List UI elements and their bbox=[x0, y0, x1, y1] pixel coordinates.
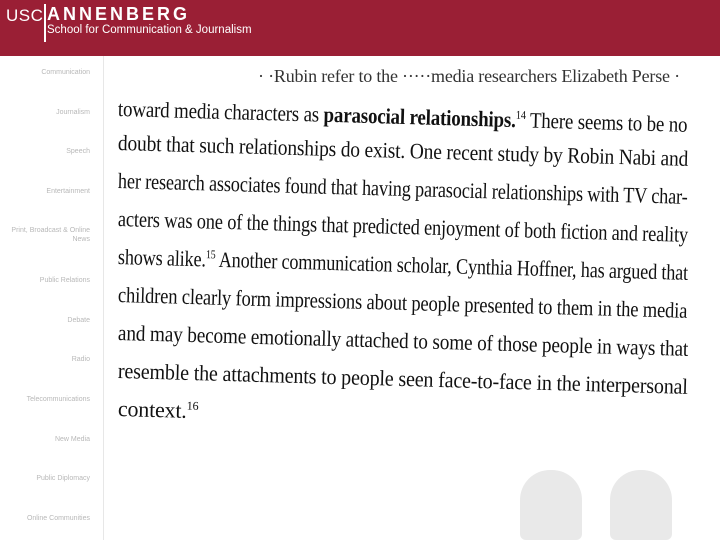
sidebar-item-online-communities[interactable]: Online Communities bbox=[26, 515, 90, 522]
text-line: context.$^{16}$ bbox=[117, 396, 199, 423]
usc-wordmark: USC bbox=[6, 6, 44, 25]
sidebar-item-public-diplomacy[interactable]: Public Diplomacy bbox=[36, 475, 90, 482]
text-line: resemble the attachments to people seen face-to-face in the interpersonal bbox=[117, 358, 689, 399]
usc-annenberg-logo bbox=[6, 6, 43, 26]
sidebar-item-telecommunications[interactable]: Telecommunications bbox=[26, 396, 90, 403]
text-line: acters was one of the things that predicted enjoyment of both fiction and reality bbox=[117, 206, 689, 247]
scanned-text-excerpt bbox=[118, 66, 718, 466]
text-line: doubt that such relationships do exist. One recent study by Robin Nabi and bbox=[117, 130, 689, 171]
sidebar-item-journalism[interactable]: Journalism bbox=[56, 109, 90, 116]
header-banner bbox=[0, 0, 720, 56]
text-line: shows alike.$^{15}$ Another communication scholar, Cynthia Hoffner, has argued that bbox=[117, 244, 689, 285]
annenberg-wordmark: ANNENBERG bbox=[47, 4, 191, 24]
sidebar-item-news[interactable]: Print, Broadcast & Online News bbox=[11, 227, 90, 243]
sidebar-item-communication[interactable]: Communication bbox=[41, 69, 90, 76]
sidebar-item-entertainment[interactable]: Entertainment bbox=[46, 188, 90, 195]
sidebar-divider bbox=[103, 56, 104, 540]
emphasis-term: parasocial relationships. bbox=[323, 101, 517, 133]
sidebar-item-radio[interactable]: Radio bbox=[71, 356, 90, 363]
text-line: toward media characters as parasocial relationships.$^{14}$ There seems to be no bbox=[117, 96, 688, 137]
text-line: children clearly form impressions about people presented to them in the media bbox=[117, 282, 688, 323]
sidebar-item-public-relations[interactable]: Public Relations bbox=[39, 277, 90, 284]
sidebar-item-debate[interactable]: Debate bbox=[67, 317, 90, 324]
school-name: School for Communication & Journalism bbox=[47, 24, 252, 36]
sidebar-item-new-media[interactable]: New Media bbox=[54, 436, 90, 443]
sidebar-item-speech[interactable]: Speech bbox=[66, 148, 90, 155]
text-line-top-fragment: · ·Rubin refer to the ·····media researchers Elizabeth Perse · bbox=[258, 66, 680, 86]
text-line: her research associates found that having parasocial relationships with TV char- bbox=[117, 168, 688, 209]
logo-divider bbox=[44, 4, 46, 42]
text-line: and may become emotionally attached to some of those people in ways that bbox=[117, 320, 689, 361]
